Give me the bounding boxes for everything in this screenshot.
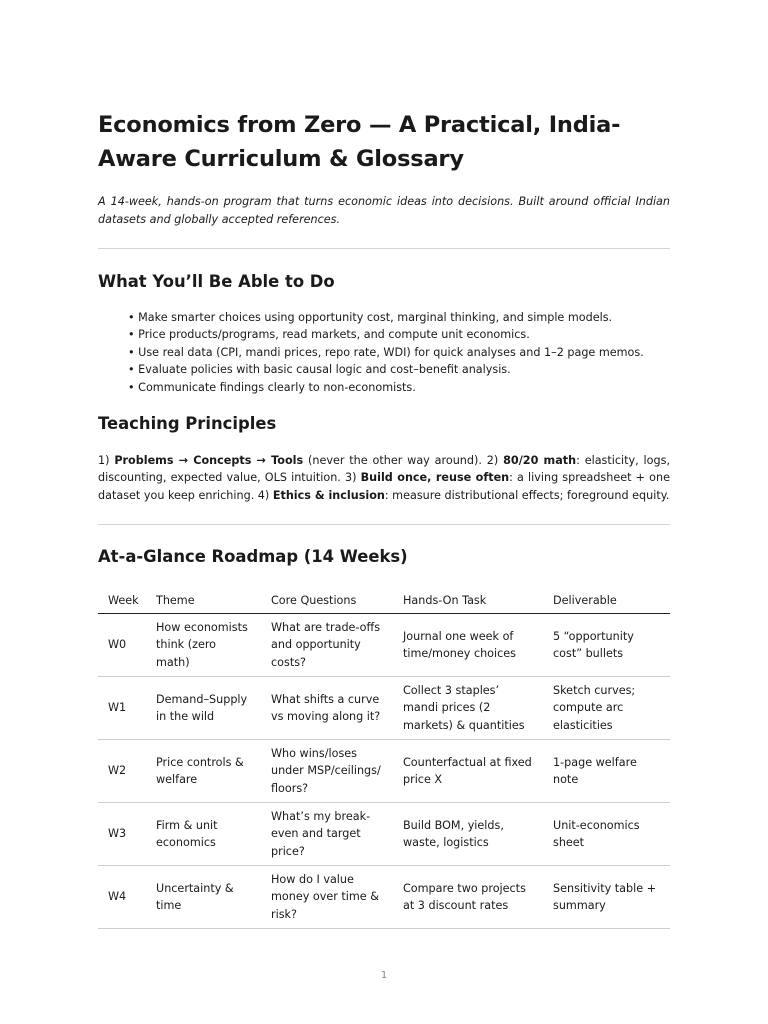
table-cell: What shifts a curve vs moving along it? — [261, 677, 393, 740]
table-cell: Sensitivity table + summary — [543, 866, 670, 929]
page-title: Economics from Zero — A Practical, India-Aware Curriculum & Glossary — [98, 112, 621, 172]
table-cell: How do I value money over time & risk? — [261, 866, 393, 929]
list-item: • Price products/programs, read markets, and compute unit economics. — [128, 328, 530, 342]
principles-paragraph — [98, 452, 670, 504]
table-cell: Collect 3 staples’ mandi prices (2 markets) & quantities — [393, 677, 543, 740]
table-cell: W0 — [98, 614, 146, 677]
outcomes-list — [128, 309, 668, 396]
principle-bold: Problems → Concepts → Tools — [114, 454, 304, 467]
table-row — [98, 677, 670, 740]
principle-text: : elasticity, logs, discounting, expected value, OLS intuition. 3) — [98, 454, 670, 485]
table-cell: Firm & unit economics — [146, 803, 261, 866]
table-cell: Demand–Supply in the wild — [146, 677, 261, 740]
table-cell: Build BOM, yields, waste, logistics — [393, 803, 543, 866]
column-header: Core Questions — [261, 589, 393, 614]
roadmap-table — [98, 589, 670, 929]
column-header: Hands-On Task — [393, 589, 543, 614]
table-header-row — [98, 589, 670, 614]
table-cell: Price controls & welfare — [146, 740, 261, 803]
table-row — [98, 740, 670, 803]
list-item: • Evaluate policies with basic causal logic and cost–benefit analysis. — [128, 363, 511, 377]
table-cell: 1-page welfare note — [543, 740, 670, 803]
principle-num: 1) — [98, 454, 115, 467]
principles-heading: Teaching Principles — [98, 414, 277, 433]
table-cell: Counterfactual at fixed price X — [393, 740, 543, 803]
table-cell: What’s my break-even and target price? — [261, 803, 393, 866]
table-row — [98, 866, 670, 929]
table-cell: Compare two projects at 3 discount rates — [393, 866, 543, 929]
column-header: Deliverable — [543, 589, 670, 614]
table-cell: Journal one week of time/money choices — [393, 614, 543, 677]
table-cell: How economists think (zero math) — [146, 614, 261, 677]
table-cell: Sketch curves; compute arc elasticities — [543, 677, 670, 740]
principle-bold: Build once, reuse often — [360, 471, 510, 485]
list-item: • Communicate findings clearly to non-economists. — [128, 380, 416, 394]
divider — [98, 524, 670, 525]
column-header: Theme — [146, 589, 261, 614]
table-cell: Unit-economics sheet — [543, 803, 670, 866]
table-cell: What are trade-offs and opportunity costs? — [261, 614, 393, 677]
roadmap-heading: At-a-Glance Roadmap (14 Weeks) — [98, 547, 408, 566]
subtitle: A 14-week, hands-on program that turns economic ideas into decisions. Built around official Indian datasets and globally accepted references. — [98, 195, 670, 226]
table-cell: W1 — [98, 677, 146, 740]
table-cell: 5 “opportunity cost” bullets — [543, 614, 670, 677]
principle-text: : measure distributional effects; foreground equity. — [384, 488, 670, 502]
table-cell: W3 — [98, 803, 146, 866]
principle-text: (never the other way around). 2) — [303, 454, 504, 467]
table-row — [98, 614, 670, 677]
principle-text: : a living spreadsheet + one dataset you keep enriching. 4) — [98, 471, 670, 502]
table-row — [98, 803, 670, 866]
table-cell: W2 — [98, 740, 146, 803]
list-item: • Make smarter choices using opportunity cost, marginal thinking, and simple models. — [128, 311, 613, 324]
column-header: Week — [98, 589, 146, 614]
list-item: • Use real data (CPI, mandi prices, repo rate, WDI) for quick analyses and 1–2 page memos. — [128, 345, 644, 359]
table-cell: Who wins/loses under MSP/ceilings/ floors? — [261, 740, 393, 803]
divider — [98, 248, 670, 249]
principle-bold: Ethics & inclusion — [272, 488, 385, 502]
page-number: 1 — [380, 970, 388, 981]
table-cell: Uncertainty & time — [146, 866, 261, 929]
principle-bold: 80/20 math — [503, 454, 577, 467]
outcomes-heading: What You’ll Be Able to Do — [98, 272, 335, 291]
table-cell: W4 — [98, 866, 146, 929]
